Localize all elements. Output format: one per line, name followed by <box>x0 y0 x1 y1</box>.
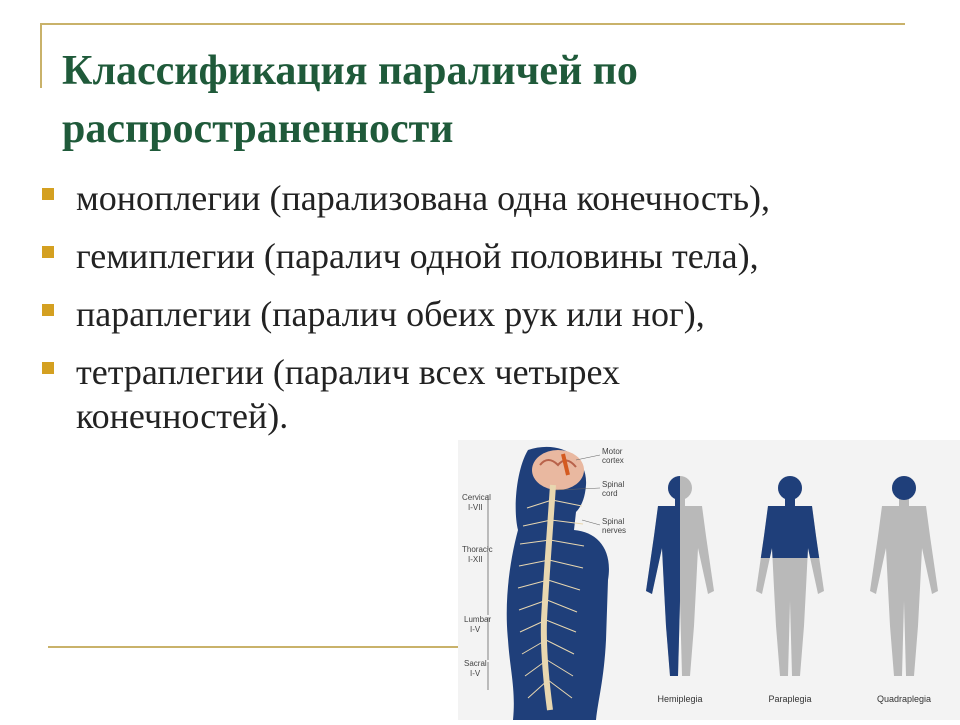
label-spinal-nerves-2: nerves <box>602 526 627 535</box>
bullet-item-hemiplegia <box>42 234 922 278</box>
label-sacral-1: Sacral <box>464 659 487 668</box>
top-decorative-rule <box>40 23 905 25</box>
label-cervical-2: I-VII <box>468 503 483 512</box>
label-spinal-cord-2: cord <box>602 489 618 498</box>
left-decorative-rule <box>40 23 42 88</box>
slide-title <box>62 42 922 158</box>
bottom-decorative-rule <box>48 646 468 648</box>
label-thoracic-1: Thoracic <box>462 545 493 554</box>
bullet-square-icon <box>42 304 54 316</box>
label-lumbar-1: Lumbar <box>464 615 492 624</box>
bullet-item-monoplegia <box>42 176 922 220</box>
brain-icon <box>532 450 584 490</box>
label-spinal-cord-1: Spinal <box>602 480 625 489</box>
paralysis-illustration <box>458 440 960 720</box>
spinal-nerves-pointer <box>582 520 600 525</box>
bullet-square-icon <box>42 362 54 374</box>
paralysis-illustration-svg <box>458 440 960 720</box>
label-cervical-1: Cervical <box>462 493 491 502</box>
bullet-text: гемиплегии (паралич одной половины тела), <box>76 236 759 276</box>
label-spinal-nerves-1: Spinal <box>602 517 625 526</box>
label-thoracic-2: I-XII <box>468 555 483 564</box>
slide-title-line-2: распространенности <box>62 106 454 152</box>
bullet-item-tetraplegia <box>42 350 922 438</box>
bullet-list <box>42 176 922 452</box>
bullet-text-continued: конечностей). <box>76 396 289 436</box>
caption-quadraplegia: Quadraplegia <box>876 694 932 704</box>
quadraplegia-figure <box>870 476 938 676</box>
bullet-square-icon <box>42 246 54 258</box>
caption-hemiplegia: Hemiplegia <box>657 694 703 704</box>
bullet-square-icon <box>42 188 54 200</box>
paraplegia-figure <box>756 476 824 676</box>
bullet-text: моноплегии (парализована одна конечность), <box>76 178 770 218</box>
hemiplegia-figure <box>646 476 714 676</box>
bullet-item-paraplegia <box>42 292 922 336</box>
caption-paraplegia: Paraplegia <box>768 694 812 704</box>
motor-cortex-pointer <box>576 455 600 460</box>
label-lumbar-2: I-V <box>470 625 481 634</box>
label-motor-cortex-1: Motor <box>602 447 623 456</box>
bullet-text: параплегии (паралич обеих рук или ног), <box>76 294 705 334</box>
label-motor-cortex-2: cortex <box>602 456 624 465</box>
label-sacral-2: I-V <box>470 669 481 678</box>
bullet-text: тетраплегии (паралич всех четырех <box>76 352 620 392</box>
side-profile-figure <box>488 447 609 720</box>
slide-title-line-1: Классификация параличей по <box>62 48 638 94</box>
